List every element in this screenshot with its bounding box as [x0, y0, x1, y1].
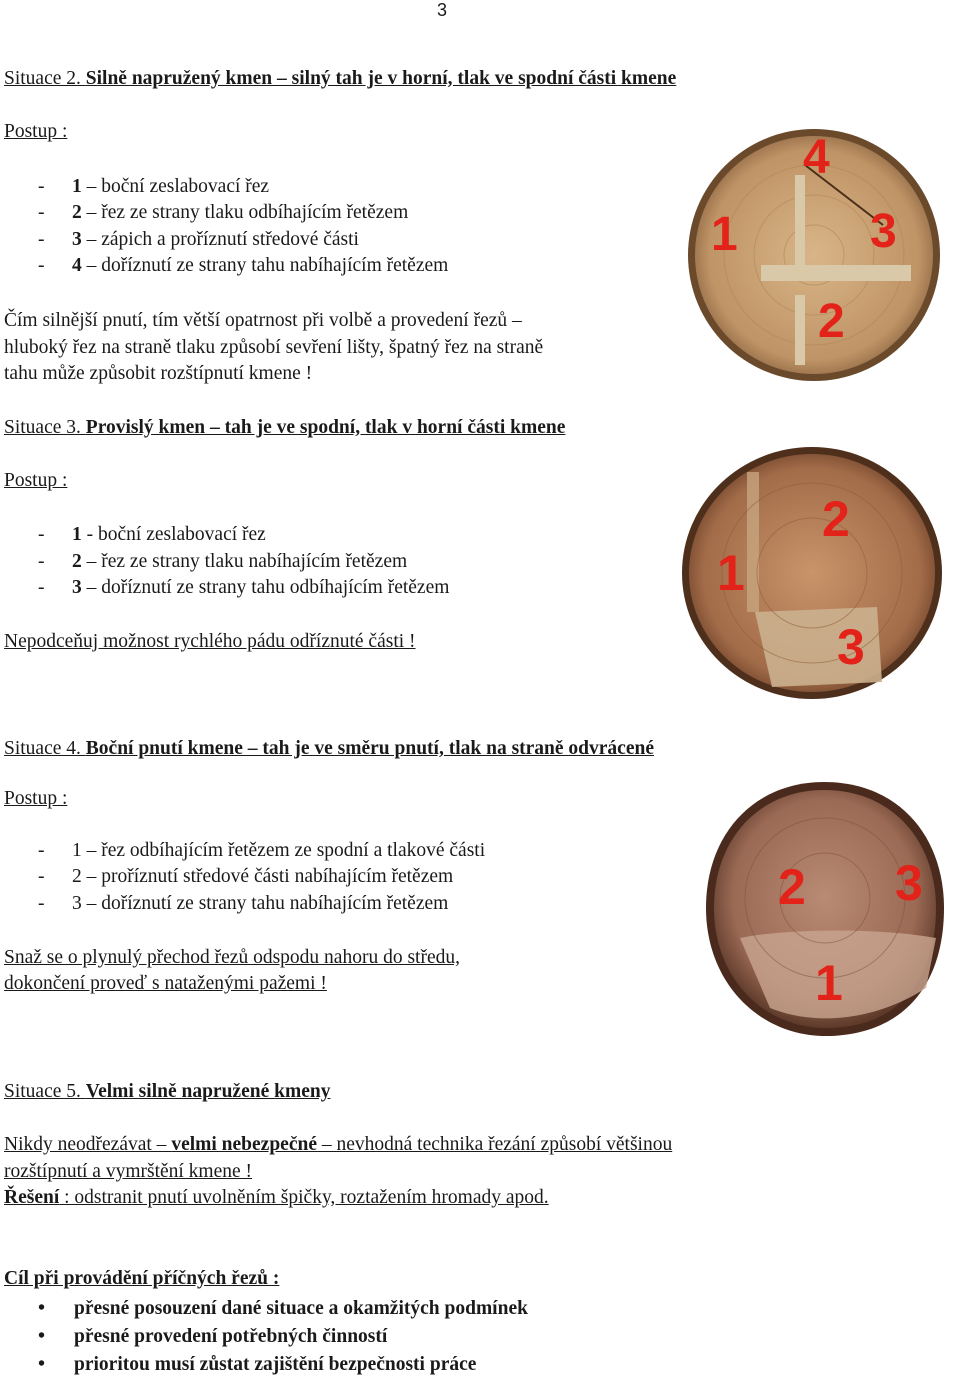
s3-item-2: - 2 – řez ze strany tlaku nabíhajícím řetězem — [38, 551, 408, 572]
goal-title: Cíl při provádění příčných řezů : — [4, 1268, 280, 1289]
s2-item-1-num: 1 — [72, 176, 82, 197]
goal-bullet-1: • přesné posouzení dané situace a okamžitých podmínek — [38, 1297, 528, 1319]
s5-line-3-a: Řešení — [4, 1187, 60, 1208]
s2-item-2: - 2 – řez ze strany tlaku odbíhajícím řetězem — [38, 202, 409, 223]
s2-title — [4, 66, 676, 92]
s2-item-3-text: – zápich a proříznutí středové části — [81, 229, 359, 250]
s3-title — [4, 415, 565, 441]
s5-line-3-b: : odstranit pnutí uvolněním špičky, roztažením hromady apod. — [59, 1187, 549, 1208]
goal-bullet-3: • prioritou musí zůstat zajištění bezpečnosti práce — [38, 1353, 477, 1375]
s2-note-line-3: tahu může způsobit rozštípnutí kmene ! — [4, 363, 313, 384]
s5-line-1 — [4, 1132, 672, 1158]
s2-item-1: - 1 – boční zeslabovací řez — [38, 176, 270, 197]
s4-title — [4, 736, 654, 762]
s4-label-1: 1 — [815, 955, 843, 1011]
s2-label-2: 2 — [818, 295, 845, 348]
s2-item-1-text: – boční zeslabovací řez — [81, 176, 270, 197]
s3-label-3: 3 — [837, 619, 865, 675]
s2-note-line-1: Čím silnější pnutí, tím větší opatrnost při volbě a provedení řezů – — [4, 310, 522, 331]
s4-item-2: - 2 – proříznutí středové části nabíhajícím řetězem — [38, 866, 454, 887]
s3-item-3: - 3 – doříznutí ze strany tahu odbíhajícím řetězem — [38, 577, 450, 598]
s2-label-3: 3 — [870, 205, 897, 258]
s3-postup: Postup : — [4, 470, 68, 491]
s2-item-3: - 3 – zápich a proříznutí středové části — [38, 229, 359, 250]
s2-label-4: 4 — [803, 131, 830, 184]
s3-item-3-num: 3 — [72, 577, 82, 598]
s2-note-line-2: hluboký řez na straně tlaku způsobí sevření lišty, špatný řez na straně — [4, 337, 544, 358]
s2-title-prefix: Situace 2. — [4, 68, 86, 89]
goal-bullet-1-text: přesné posouzení dané situace a okamžitých podmínek — [74, 1298, 528, 1319]
s3-item-1: - 1 - boční zeslabovací řez — [38, 524, 266, 545]
s3-item-2-text: – řez ze strany tlaku nabíhajícím řetězem — [81, 551, 408, 572]
s4-item-2-text: 2 – proříznutí středové části nabíhajícím řetězem — [72, 866, 454, 887]
s4-log-cross-section-image — [700, 778, 948, 1040]
s3-label-1: 1 — [717, 545, 745, 601]
s2-item-2-text: – řez ze strany tlaku odbíhajícím řetězem — [81, 202, 409, 223]
s5-line-3 — [4, 1185, 549, 1211]
s2-item-4-text: – doříznutí ze strany tahu nabíhajícím řetězem — [81, 255, 449, 276]
s5-line-1-b: velmi nebezpečné — [171, 1134, 317, 1155]
goal-bullet-3-text: prioritou musí zůstat zajištění bezpečnosti práce — [74, 1354, 477, 1375]
s2-label-1: 1 — [711, 208, 738, 261]
s3-item-1-text: - boční zeslabovací řez — [81, 524, 266, 545]
s4-postup: Postup : — [4, 788, 68, 809]
s3-title-rest: Provislý kmen – tah je ve spodní, tlak v horní části kmene — [85, 417, 566, 438]
s5-title — [4, 1079, 330, 1105]
s3-item-2-num: 2 — [72, 551, 82, 572]
s4-note-line-2: dokončení proveď s nataženými pažemi ! — [4, 973, 327, 994]
s4-note-line-1: Snaž se o plynulý přechod řezů odspodu nahoru do středu, — [4, 947, 460, 968]
s5-line-1-a: Nikdy neodřezávat – — [4, 1134, 172, 1155]
s4-title-prefix: Situace 4. — [4, 738, 86, 759]
s2-postup: Postup : — [4, 121, 68, 142]
s4-label-2: 2 — [778, 859, 806, 915]
s3-item-3-text: – doříznutí ze strany tahu odbíhajícím řetězem — [81, 577, 450, 598]
s4-label-3: 3 — [895, 855, 923, 911]
goal-bullet-2: • přesné provedení potřebných činností — [38, 1325, 388, 1347]
s4-item-1: - 1 – řez odbíhajícím řetězem ze spodní a tlakové části — [38, 840, 486, 861]
s2-item-2-num: 2 — [72, 202, 82, 223]
s3-title-prefix: Situace 3. — [4, 417, 86, 438]
s4-title-rest: Boční pnutí kmene – tah je ve směru pnutí, tlak na straně odvrácené — [85, 738, 654, 759]
s4-item-1-text: 1 – řez odbíhajícím řetězem ze spodní a tlakové části — [72, 840, 486, 861]
s3-item-1-num: 1 — [72, 524, 82, 545]
s2-item-4-num: 4 — [72, 255, 82, 276]
s5-line-1-c: – nevhodná technika řezání způsobí většinou — [316, 1134, 673, 1155]
s4-item-3-text: 3 – doříznutí ze strany tahu nabíhajícím řetězem — [72, 893, 449, 914]
s3-log-cross-section-image — [677, 442, 947, 704]
s3-note: Nepodceňuj možnost rychlého pádu odříznuté části ! — [4, 631, 416, 652]
page-number: 3 — [437, 0, 448, 20]
goal-bullet-2-text: přesné provedení potřebných činností — [74, 1326, 388, 1347]
s5-title-rest: Velmi silně napružené kmeny — [85, 1081, 331, 1102]
s5-title-prefix: Situace 5. — [4, 1081, 86, 1102]
s3-label-2: 2 — [822, 491, 850, 547]
s2-item-4: - 4 – doříznutí ze strany tahu nabíhajícím řetězem — [38, 255, 449, 276]
s2-item-3-num: 3 — [72, 229, 82, 250]
s2-log-cross-section-image — [683, 125, 945, 385]
s4-item-3: - 3 – doříznutí ze strany tahu nabíhajícím řetězem — [38, 893, 449, 914]
s2-title-rest: Silně napružený kmen – silný tah je v horní, tlak ve spodní části kmene — [85, 68, 677, 89]
s5-line-2: rozštípnutí a vymrštění kmene ! — [4, 1161, 253, 1182]
